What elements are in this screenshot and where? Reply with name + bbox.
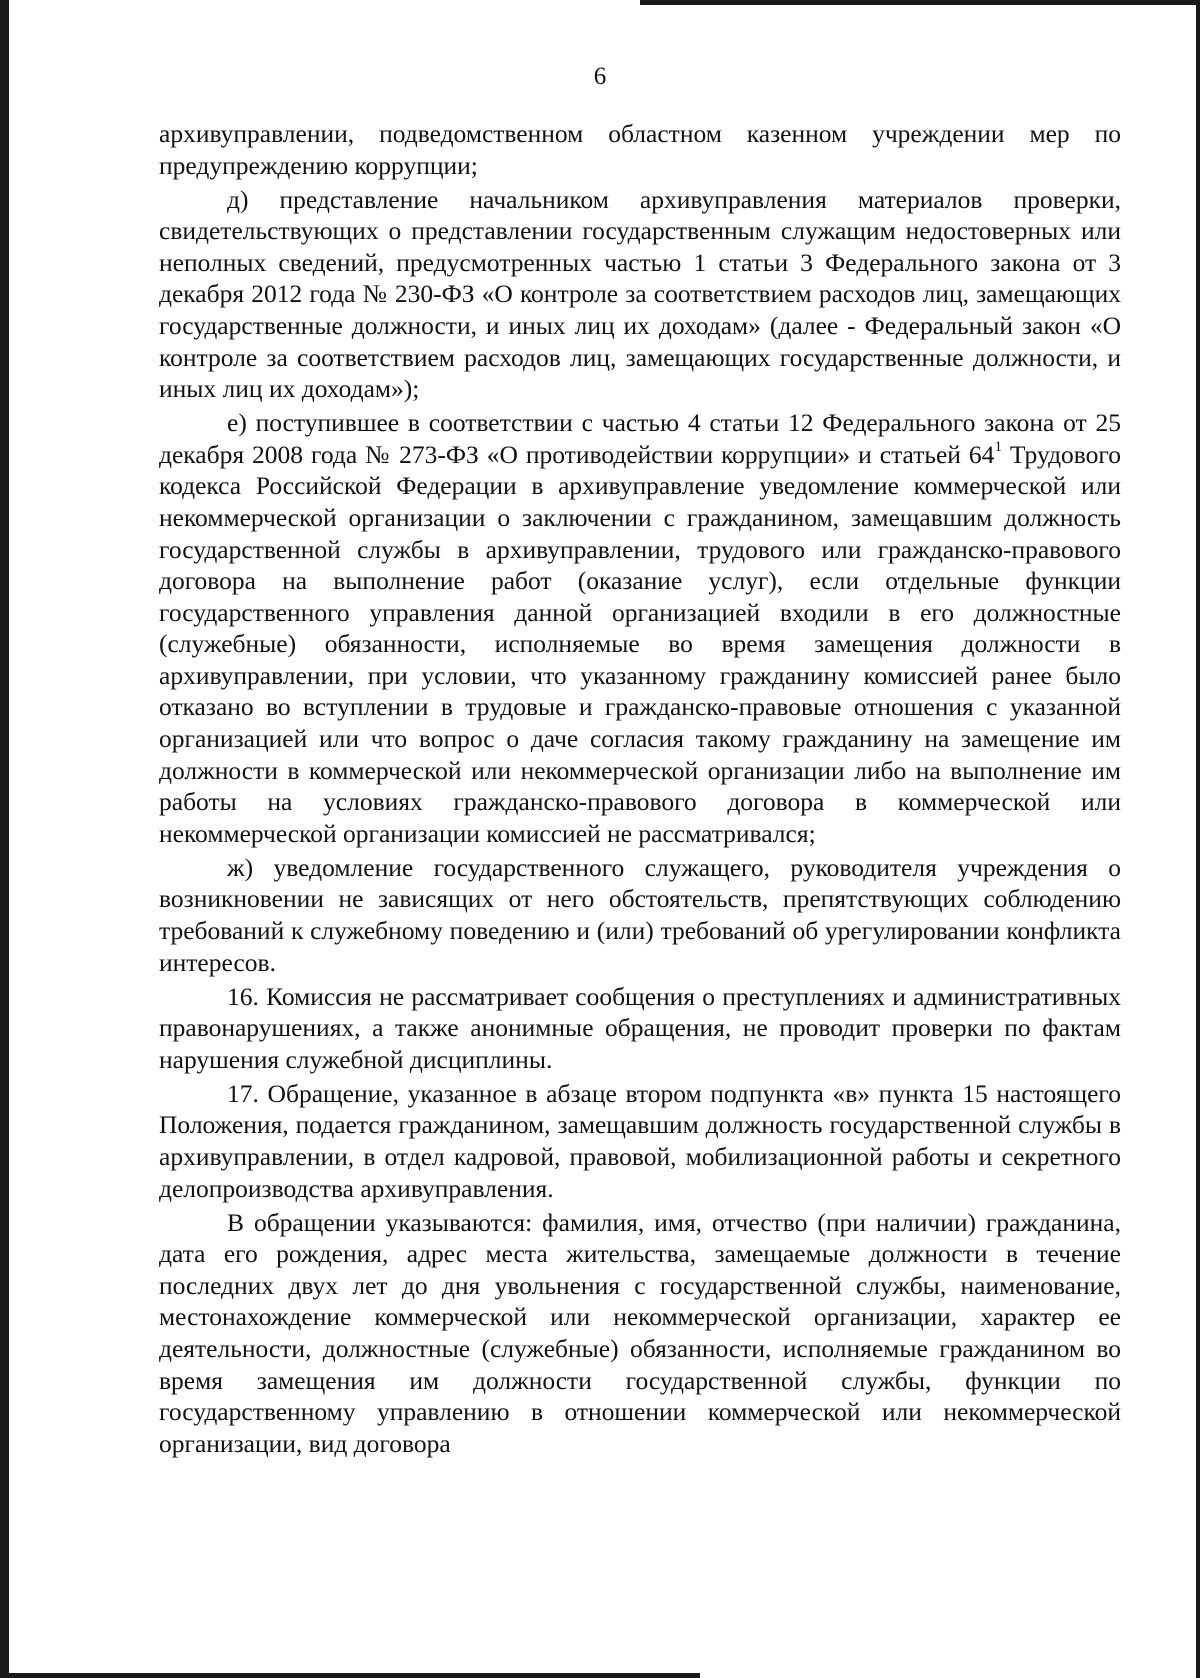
- paragraph-continuation: архивуправлении, подведомственном областном казенном учреждении мер по предупреждению коррупции;: [159, 119, 1121, 180]
- scan-border-bottom: [0, 1673, 700, 1678]
- paragraph-item-e: [159, 407, 1121, 849]
- page-number: 6: [593, 63, 607, 90]
- superscript-article-number: 1: [994, 439, 1002, 456]
- paragraph-item-e-part2: Трудового кодекса Российской Федерации в архивуправление уведомление коммерческой или некоммерческой организации о заключении с гражданином, замещавшим должность государственной службы в архивуправлении, трудового или гражданско-правового договора на выполнение работ (оказание услуг), если отдельные функции государственного управления данной организацией входили в его должностные (служебные) обязанности, исполняемые во время замещения должности в архивуправлении, при условии, что указанному гражданину комиссией ранее было отказано во вступлении в трудовые и гражданско-правовые отношения с указанной организацией или что вопрос о даче согласия такому гражданину на замещение им должности в коммерческой или некоммерческой организации либо на выполнение им работы на условиях гражданско-правового договора в коммерческой или некоммерческой организации комиссией не рассматривался;: [159, 439, 1121, 848]
- paragraph-16: 16. Комиссия не рассматривает сообщения о преступлениях и административных правонарушениях, а также анонимные обращения, не проводит проверки по фактам нарушения служебной дисциплины.: [159, 981, 1121, 1074]
- paragraph-item-d: д) представление начальником архивуправления материалов проверки, свидетельствующих о представлении государственным служащим недостоверных или неполных сведений, предусмотренных частью 1 статьи 3 Федерального закона от 3 декабря 2012 года № 230-ФЗ «О контроле за соответствием расходов лиц, замещающих государственные должности, и иных лиц их доходам» (далее - Федеральный закон «О контроле за соответствием расходов лиц, замещающих государственные должности, и иных лиц их доходам»);: [159, 184, 1121, 404]
- paragraph-17: 17. Обращение, указанное в абзаце втором подпункта «в» пункта 15 настоящего Положения, подается гражданином, замещавшим должность государственной службы в архивуправлении, в отдел кадровой, правовой, мобилизационной работы и секретного делопроизводства архивуправления.: [159, 1078, 1121, 1203]
- scan-border-left: [0, 0, 9, 1678]
- paragraph-item-e-part1: е) поступившее в соответствии с частью 4 статьи 12 Федерального закона от 25 декабря 2008 года № 273-ФЗ «О противодействии коррупции» и статьей 64: [159, 408, 1121, 469]
- paragraph-item-zh: ж) уведомление государственного служащего, руководителя учреждения о возникновении не зависящих от него обстоятельств, препятствующих соблюдению требований к служебному поведению и (или) требований об урегулировании конфликта интересов.: [159, 852, 1121, 977]
- document-body: [159, 118, 1121, 1462]
- scan-border-right: [1196, 0, 1200, 1678]
- scan-border-top: [640, 0, 1200, 5]
- paragraph-17-details: В обращении указываются: фамилия, имя, отчество (при наличии) гражданина, дата его рождения, адрес места жительства, замещаемые должности в течение последних двух лет до дня увольнения с государственной службы, наименование, местонахождение коммерческой или некоммерческой организации, характер ее деятельности, должностные (служебные) обязанности, исполняемые гражданином во время замещения им должности государственной службы, функции по государственному управлению в отношении коммерческой или некоммерческой организации, вид договора: [159, 1207, 1121, 1458]
